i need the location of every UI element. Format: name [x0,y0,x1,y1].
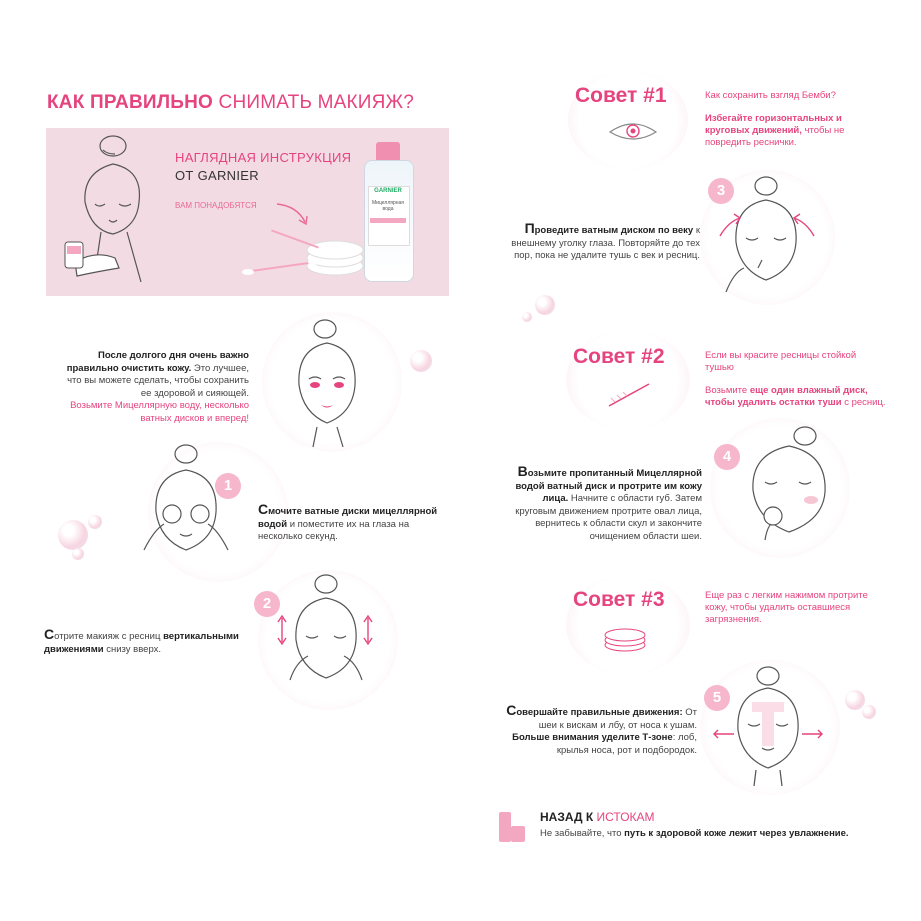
arrow-icon [275,200,315,230]
advice3-text: Еще раз с легким нажимом протрите кожу, чтобы удалить оставшиеся загрязнения. [705,590,868,625]
banner-line1: НАГЛЯДНАЯ ИНСТРУКЦИЯ [175,150,352,165]
step3-face-illustration [718,172,828,307]
bottle-label: Мицеллярная вода [372,200,404,212]
decorative-bubble [845,690,865,710]
micellar-water-bottle [362,142,414,280]
step5-face-illustration [712,662,832,792]
step3-text: Проведите ватным диском по веку к внешнему уголку глаза. Повторяйте до тех пор, пока не удалите тушь с век и ресниц. [511,220,700,261]
banner-note: ВАМ ПОНАДОБЯТСЯ [175,201,257,210]
title-part1: КАК ПРАВИЛЬНО [47,92,214,113]
decorative-bubble [410,350,432,372]
bottle-brand: GARNIER [374,188,402,194]
intro-pink: Возьмите Мицеллярную воду, несколько ватных дисков и вперед! [70,400,249,424]
decorative-bubble [88,515,102,529]
advice1-answer: Избегайте горизонтальных и круговых движений, чтобы не повредить реснички. [705,113,845,148]
intro-normal: Это лучшее, что вы можете сделать, чтобы сохранить ее здоровой и сияющей. [67,362,249,399]
advice1-question: Как сохранить взгляд Бемби? [705,90,836,101]
woman-with-bottle-illustration [55,132,165,297]
step5-text: Совершайте правильные движения: От шеи к вискам и лбу, от носа к ушам. Больше внимания уделите Т-зоне: лоб, крылья носа, рот и подбородок. [506,702,697,756]
page-title [47,92,414,114]
step3-number: 3 [708,178,734,204]
cream-tube-icon [497,808,529,844]
decorative-bubble [58,520,88,550]
step5-number: 5 [704,685,730,711]
advice1-title: Совет #1 [575,84,667,107]
woman-face-illustration [285,315,385,450]
step1-face-illustration [140,440,260,580]
footer-heading: НАЗАД К ИСТОКАМ [540,810,655,824]
footer-text: Не забывайте, что путь к здоровой коже лежит через увлажнение. [540,828,849,839]
step2-number: 2 [254,591,280,617]
banner-line2: ОТ GARNIER [175,168,259,183]
intro-text [64,350,249,425]
step1-number: 1 [215,473,241,499]
advice2-question: Если вы красите ресницы стойкой тушью [705,350,857,373]
step4-face-illustration [715,420,845,555]
advice3-title: Совет #3 [573,588,665,611]
step2-face-illustration [268,570,388,705]
advice2-answer: Возьмите еще один влажный диск, чтобы удалить остатки туши с ресниц. [705,385,886,408]
decorative-bubble [72,548,84,560]
step1-text: Смочите ватные диски мицеллярной водой и поместите их на глаза на несколько секунд. [258,501,438,542]
cotton-pads-icon [600,625,650,655]
step2-text: Сотрите макияж с ресниц вертикальными движениями снизу вверх. [44,626,239,655]
advice2-title: Совет #2 [573,345,665,368]
decorative-bubble [862,705,876,719]
step4-text: Возьмите пропитанный Мицеллярной водой ватный диск и протрите им кожу лица. Начните с области губ. Затем круговым движением протрите овал лица, вернитесь к области скул и закончите очищением области шеи. [515,463,702,542]
cotton-pads-and-swabs-illustration [240,228,370,283]
decorative-bubble [535,295,555,315]
title-part2: СНИМАТЬ МАКИЯЖ? [213,92,415,113]
mascara-brush-icon [605,380,655,410]
step4-number: 4 [714,444,740,470]
decorative-bubble [522,312,532,322]
intro-bold: После долгого дня очень важно правильно очистить кожу. [66,350,249,374]
eye-icon [608,118,658,146]
